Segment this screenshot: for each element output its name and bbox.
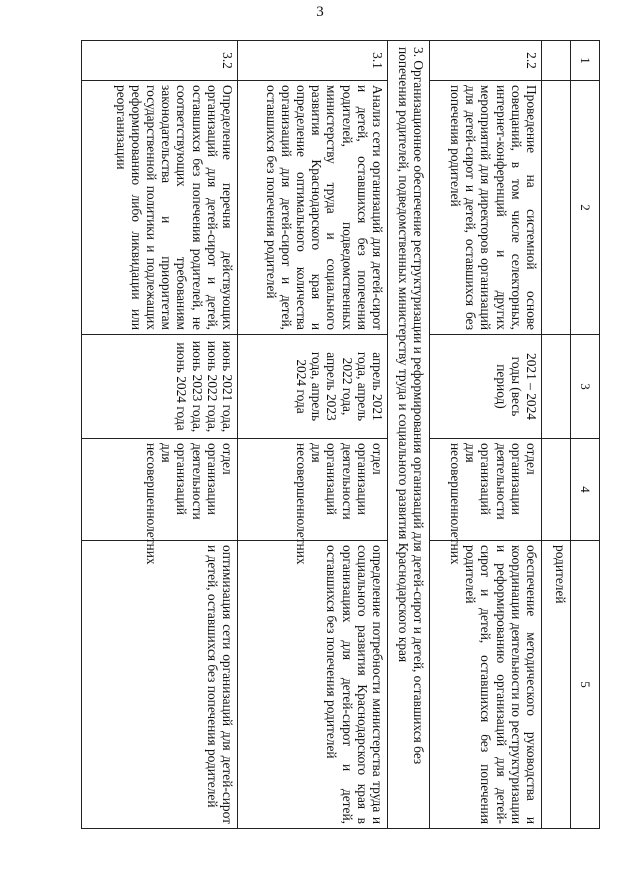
row-number: 2.2 bbox=[430, 41, 542, 81]
section-title: 3. Организационное обеспечение реструктуризации и реформирования организаций для детей-сирот и детей, оставшихся без попечения родителей, подведомственных министерству труда и социального развития Краснодарского края bbox=[388, 41, 430, 829]
row-number: 3.1 bbox=[238, 41, 388, 81]
header-row bbox=[571, 41, 600, 829]
row-period: апрель 2021 года, апрель 2022 года, апрель 2023 года, апрель 2024 года bbox=[238, 335, 388, 439]
row-result: оптимизация сети организаций для детей-сирот и детей, оставшихся без попечения родителей bbox=[82, 541, 238, 829]
header-cell-5: 5 bbox=[571, 541, 600, 829]
continuation-row bbox=[542, 41, 571, 829]
row-executor: отдел организации деятельности организаций для несовершеннолетних bbox=[430, 439, 542, 541]
row-number: 3.2 bbox=[82, 41, 238, 81]
continuation-cell: родителей bbox=[542, 541, 571, 829]
header-cell-4: 4 bbox=[571, 439, 600, 541]
row-executor: отдел организации деятельности организаций для несовершеннолетних bbox=[82, 439, 238, 541]
row-activity: Проведение на системной основе совещаний, в том числе селекторных, интернет-конференций и других мероприятий для директоров организаций для детей-сирот и детей, оставшихся без попечения родителей bbox=[430, 81, 542, 335]
header-cell-1: 1 bbox=[571, 41, 600, 81]
table-row bbox=[82, 41, 238, 829]
table-row bbox=[430, 41, 542, 829]
row-result: определение потребности министерства труда и социального развития Краснодарского края в организациях для детей-сирот и детей, оставшихся без попечения родителей bbox=[238, 541, 388, 829]
header-cell-3: 3 bbox=[571, 335, 600, 439]
rotated-table-area bbox=[90, 40, 600, 828]
row-executor: отдел организации деятельности организаций для несовершеннолетних bbox=[238, 439, 388, 541]
row-period: июнь 2021 года, июнь 2022 года, июнь 2023 года, июнь 2024 года bbox=[82, 335, 238, 439]
table-row bbox=[238, 41, 388, 829]
section-row bbox=[388, 41, 430, 829]
row-activity: Анализ сети организаций для детей-сирот и детей, оставшихся без попечения родителей, подведомственных министерству труда и социального развития Краснодарского края и определение оптимального количества организаций для детей-сирот и детей, оставшихся без попечения родителей bbox=[238, 81, 388, 335]
page-number: 3 bbox=[316, 4, 324, 20]
row-result: обеспечение методического руководства и координации деятельности по реструктуризации и реформированию организаций для детей-сирот и детей, оставшихся без попечения родителей bbox=[430, 541, 542, 829]
row-period: 2021 – 2024 годы (весь период) bbox=[430, 335, 542, 439]
plan-table bbox=[81, 40, 600, 829]
header-cell-2: 2 bbox=[571, 81, 600, 335]
row-activity: Определение перечня действующих организаций для детей-сирот и детей, оставшихся без попечения родителей, не соответствующих требованиям законодательства и приоритетам государственной политики и подлежащих реформированию либо ликвидации или реорганизации bbox=[82, 81, 238, 335]
